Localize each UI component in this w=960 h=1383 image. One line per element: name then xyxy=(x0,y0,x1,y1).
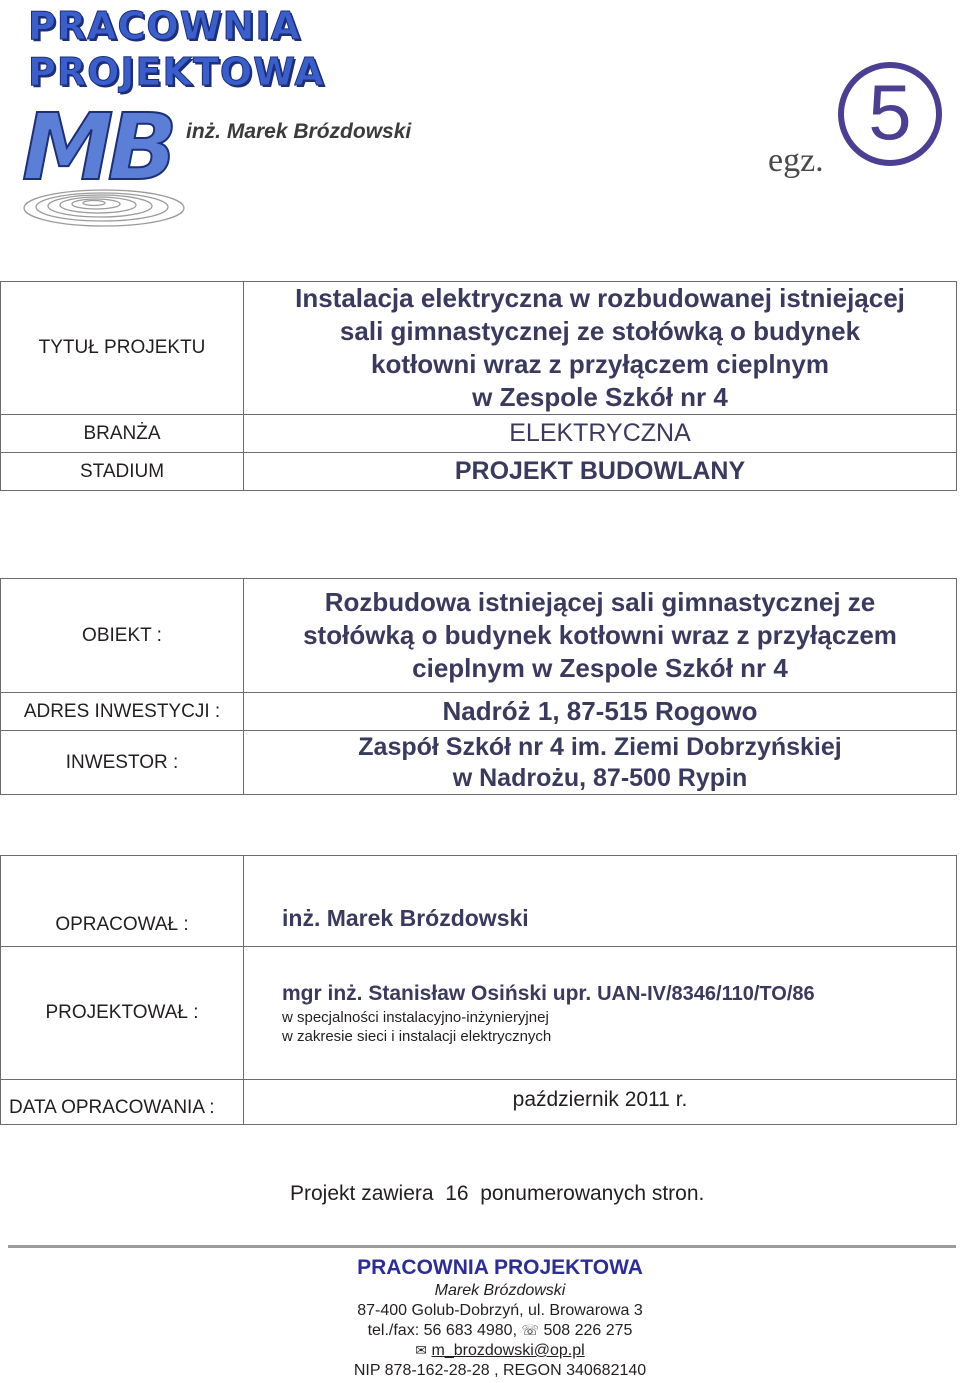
title-line: sali gimnastycznej ze stołówką o budynek xyxy=(339,316,861,346)
branch-value: ELEKTRYCZNA xyxy=(244,415,957,453)
object-description xyxy=(244,579,957,693)
object-line: cieplnym w Zespole Szkół nr 4 xyxy=(412,653,788,683)
branch-label: BRANŻA xyxy=(1,415,244,453)
prepared-label: OPRACOWAŁ : xyxy=(1,856,244,947)
logo-mb-letters: MB xyxy=(22,94,172,201)
prepared-value-cell xyxy=(244,856,957,947)
investor-line: Zaspół Szkół nr 4 im. Ziemi Dobrzyńskiej xyxy=(358,732,842,761)
stage-label: STADIUM xyxy=(1,453,244,491)
logo-engineer-name: inż. Marek Brózdowski xyxy=(186,120,412,143)
object-table xyxy=(0,578,957,795)
title-line: Instalacja elektryczna w rozbudowanej istniejącej xyxy=(295,283,905,313)
project-title xyxy=(244,282,957,415)
footer-divider xyxy=(8,1245,956,1248)
designer-cell xyxy=(244,947,957,1080)
footer-email-line xyxy=(0,1342,960,1360)
footer-phone-prefix: tel./fax: 56 683 4980, xyxy=(367,1322,518,1339)
date-label: DATA OPRACOWANIA : xyxy=(1,1080,244,1125)
designer-speciality: w specjalności instalacyjno-inżynieryjnej xyxy=(282,1008,549,1026)
footer-phone xyxy=(0,1322,960,1340)
logo-line-projektowa: PROJEKTOWA xyxy=(28,50,325,94)
investor-label: INWESTOR : xyxy=(1,731,244,795)
footer-company: PRACOWNIA PROJEKTOWA xyxy=(357,1256,643,1279)
stage-value: PROJEKT BUDOWLANY xyxy=(244,453,957,491)
mb-logo xyxy=(22,94,422,230)
footer-email[interactable]: m_brozdowski@op.pl xyxy=(431,1342,585,1359)
phone-icon: ☏ xyxy=(521,1323,539,1339)
address-label: ADRES INWESTYCJI : xyxy=(1,693,244,731)
investor-value xyxy=(244,731,957,795)
copy-number-badge xyxy=(838,62,942,166)
title-line: kotłowni wraz z przyłączem cieplnym xyxy=(370,349,830,379)
designer-name: mgr inż. Stanisław Osiński upr. xyxy=(282,981,592,1005)
footer-address: 87-400 Golub-Dobrzyń, ul. Browarowa 3 xyxy=(357,1302,643,1319)
prepared-name: inż. Marek Brózdowski xyxy=(282,905,529,931)
footer-ids: NIP 878-162-28-28 , REGON 340682140 xyxy=(353,1362,647,1379)
object-line: Rozbudowa istniejącej sali gimnastycznej ze xyxy=(324,587,876,617)
address-value: Nadróż 1, 87-515 Rogowo xyxy=(244,693,957,731)
footer-mobile: 508 226 275 xyxy=(543,1322,633,1339)
date-value: październik 2011 r. xyxy=(244,1080,957,1125)
designer-license: UAN-IV/8346/110/TO/86 xyxy=(597,982,815,1005)
authors-table xyxy=(0,855,957,1125)
object-label: OBIEKT : xyxy=(1,579,244,693)
investor-line: w Nadrożu, 87-500 Rypin xyxy=(452,763,748,792)
object-line: stołówką o budynek kotłowni wraz z przyłączem xyxy=(303,620,897,650)
copy-number: 5 xyxy=(868,68,912,156)
designed-label: PROJEKTOWAŁ : xyxy=(1,947,244,1080)
envelope-icon: ✉ xyxy=(415,1343,428,1359)
designer-scope: w zakresie sieci i instalacji elektrycznych xyxy=(282,1027,552,1045)
title-line: w Zespole Szkół nr 4 xyxy=(472,382,728,412)
title-label: TYTUŁ PROJEKTU xyxy=(1,282,244,415)
copy-label: egz. xyxy=(768,142,824,179)
logo-line-pracownia: PRACOWNIA xyxy=(28,4,301,48)
project-table xyxy=(0,281,957,491)
footer-owner: Marek Brózdowski xyxy=(434,1282,566,1299)
page-count-note: Projekt zawiera 16 ponumerowanych stron. xyxy=(290,1182,705,1205)
